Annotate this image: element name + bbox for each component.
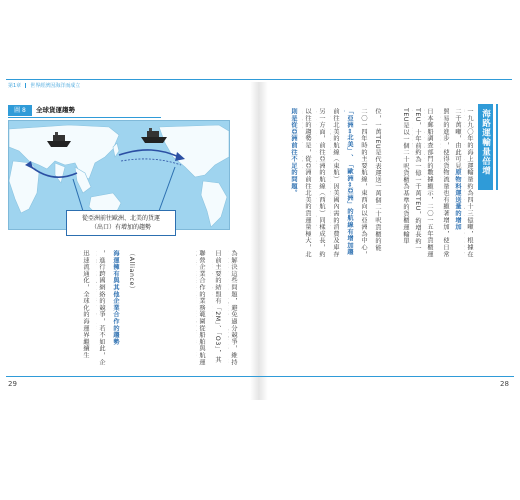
highlighted-text: 海運擁有與其他企業合作的趨勢 xyxy=(112,250,119,346)
callout-line-2: （出口）有增加的趨勢 xyxy=(90,224,151,231)
text-run: 聯營企業合作的業務範圍從船舶與航運 xyxy=(198,250,205,366)
text-column xyxy=(452,108,462,258)
text-run: 為解決這些問題，避免過分競爭，維持 xyxy=(230,250,237,366)
chapter-label: 第1章 xyxy=(8,83,22,89)
text-column xyxy=(288,108,298,258)
figure-callout xyxy=(66,210,176,236)
text-run: 以往的趨勢是，從亞洲前往北美的貨運量極大，北 xyxy=(304,108,311,258)
south-america-landmass xyxy=(201,181,227,227)
text-column xyxy=(126,250,136,368)
text-run: ，進行跨國網絡的競爭，若不如此，企 xyxy=(98,250,105,366)
page-number-right: 28 xyxy=(500,380,509,388)
page-number-left: 29 xyxy=(8,380,17,388)
text-column xyxy=(440,108,450,258)
page-gutter xyxy=(250,82,268,400)
text-run: 二千萬噸，由此可見 xyxy=(454,108,461,170)
text-run: TEU是以一個二十呎貨櫃為基準的貨櫃運輸單 xyxy=(402,108,409,245)
figure-title: 全球貨運趨勢 xyxy=(36,106,75,114)
text-run: 日本郵船調查部門的數據顯示，二〇一五年貨櫃運 xyxy=(426,108,433,258)
text-column xyxy=(196,250,206,368)
text-column xyxy=(400,108,410,258)
figure-label: 圖 8 xyxy=(8,105,32,116)
text-column xyxy=(372,108,382,258)
text-run: 迅速流通化，全球化的海運界繼續生 xyxy=(82,250,89,359)
text-column xyxy=(212,250,222,368)
text-run: 一九九〇年的海上運輸量約為四十三億噸，根據在 xyxy=(466,108,473,258)
highlighted-text: 原物料運送量的增加 xyxy=(454,169,461,231)
callout-pointer-right xyxy=(159,167,175,211)
text-run: TEU，十年前約為一億一千萬TEU，約增長約一 xyxy=(414,108,421,252)
section-heading: 海路運輸量倍增 xyxy=(480,109,491,176)
route-transpacific-return-line xyxy=(121,159,181,165)
text-column xyxy=(412,108,422,258)
section-heading-bar xyxy=(496,104,498,190)
text-column xyxy=(80,250,90,368)
text-column xyxy=(424,108,434,258)
header-separator xyxy=(25,83,26,88)
text-column xyxy=(358,108,368,258)
text-column xyxy=(228,250,238,368)
text-column xyxy=(96,250,106,368)
text-run: 另一方面，前往亞洲的航線（西航）同樣成長，約 xyxy=(318,108,325,258)
north-america-landmass xyxy=(159,125,229,177)
text-column xyxy=(344,108,354,258)
text-column xyxy=(330,108,340,258)
footer-rule xyxy=(6,376,514,377)
figure-rule xyxy=(8,117,161,118)
text-run: 位，一萬TEU是代表運送一萬個二十呎貨櫃的能 xyxy=(374,108,381,252)
text-run: 目前主要的結盟有「2M」、「O3」，其 xyxy=(214,250,221,364)
running-header xyxy=(8,82,80,89)
highlighted-text: 則是從亞洲前往不足的問題。 xyxy=(290,108,297,197)
section-heading-box xyxy=(478,104,493,190)
text-column xyxy=(316,108,326,258)
india-landmass xyxy=(55,163,65,183)
text-run: 二〇一四年時的主要航線，東西向以亞洲為中心， xyxy=(360,108,367,258)
text-run: 前往北美的航線（東航）因美國內需的消費及庫存 xyxy=(332,108,339,258)
text-column xyxy=(464,108,474,258)
callout-line-1: 從亞洲前往歐洲、北美的貨運 xyxy=(81,215,160,222)
chapter-title: 世界經濟因海洋而成立 xyxy=(30,83,81,89)
text-run: 貿易的進步，使得貨物流量也有顯著增加，使日常 xyxy=(442,108,449,258)
text-run: （Alliance） xyxy=(128,250,135,293)
text-column xyxy=(110,250,120,368)
text-column xyxy=(302,108,312,258)
header-rule xyxy=(6,79,512,80)
highlighted-text: 「亞洲⇔北美」、「歐洲⇔亞洲」的航線有增加趨 xyxy=(346,108,353,256)
